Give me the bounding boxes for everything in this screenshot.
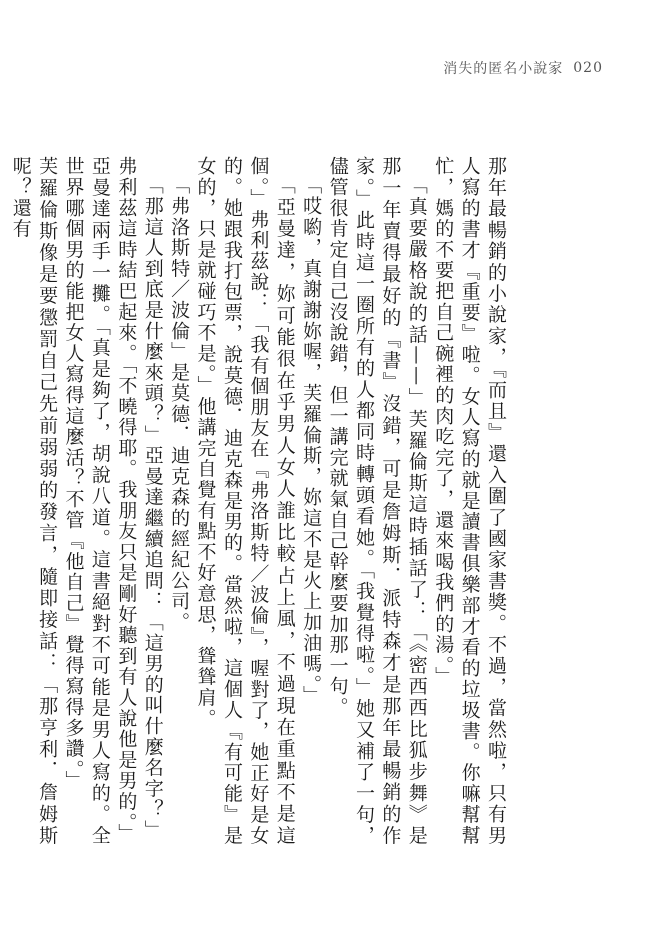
paragraph: 「真要嚴格說的話——」芙羅倫斯這時插話了：「《密西西比狐步舞》是那一年賣得最好的『書』沒錯，可是詹姆斯．派特森才是那年最暢銷的作家。」此時這一圈所有的人都同時轉頭看她。「我覺得啦。」她又補了一句，儘管很肯定自己沒說錯，但一講完就氣自己幹麼要加那一句。 — [326, 156, 428, 846]
body-text — [7, 156, 509, 846]
paragraph: 「亞曼達，妳可能很在乎男人女人誰比較占上風，不過現在重點不是這個。」弗利茲說：「我有個朋友在『弗洛斯特／波倫』，喔對了，她正好是女的。她跟我打包票，說莫德．迪克森是男的。當然啦，這個人『有可能』是女的，只是就碰巧不是。」他講完自覺有點不好意思，聳聳肩。 — [194, 156, 296, 846]
paragraph: 那年最暢銷的小說家，『而且』還入圍了國家書獎。不過，當然啦，只有男人寫的書才『重要』啦。女人寫的就是讀書俱樂部才看的垃圾書。你嘛幫幫忙，媽的不要把自己碗裡的肉吃完了，還來喝我們的湯。」 — [432, 156, 507, 846]
paragraph: 弗利茲這時結巴起來。「不曉得耶。我朋友只是剛好聽到有人說他是男的。」 — [115, 156, 138, 845]
paragraph: 亞曼達兩手一攤。「真是夠了，胡說八道。這書絕對不可能是男人寫的。全世界哪個男的能把女人寫得這麼活？不管『他自己』覺得寫得多讚。」 — [62, 156, 111, 846]
running-head — [443, 58, 603, 78]
paragraph: 「哎喲，真謝謝妳喔，芙羅倫斯，妳這不是火上加油嗎。」 — [300, 175, 323, 707]
paragraph: 芙羅倫斯像是要懲罰自己先前弱弱的發言，隨即接話：「那亨利．詹姆斯呢？還有 — [9, 156, 59, 846]
paragraph: 「那這人到底是什麼來頭？」亞曼達繼續追問：「這男的叫什麼名字？」 — [141, 175, 164, 841]
page-number: 020 — [573, 60, 603, 76]
paragraph: 「弗洛斯特／波倫」是莫德．迪克森的經紀公司。 — [168, 175, 191, 633]
book-title: 消失的匿名小說家 — [443, 61, 564, 77]
